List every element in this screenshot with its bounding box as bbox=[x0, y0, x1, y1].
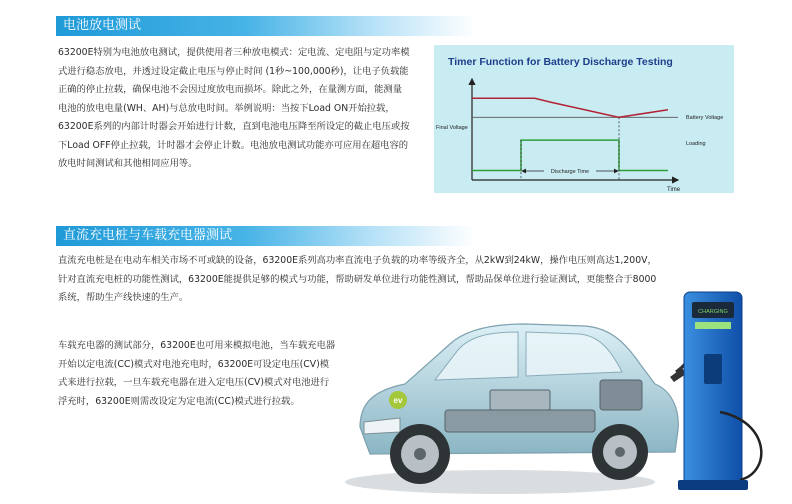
charging-station bbox=[678, 292, 761, 490]
battery-voltage-line bbox=[472, 98, 668, 117]
section-title: 电池放电测试 bbox=[63, 18, 142, 33]
x-axis-label: Time bbox=[667, 187, 681, 193]
section-header-battery-discharge bbox=[56, 16, 476, 36]
ev-car-image bbox=[340, 272, 792, 500]
final-voltage-label: Final Voltage bbox=[436, 125, 468, 131]
loading-line bbox=[472, 140, 668, 170]
onboard-charger-paragraph: 车载充电器的测试部分，63200E也可用来模拟电池，当车载充电器开始以定电流(CC)模式对电池充电时，63200E可设定电压(CV)模式来进行拉载，一旦车载充电器在进入定电压(CV)模式对电池进行浮充时，63200E则需改设定为定电流(CC)模式进行拉载。 bbox=[58, 340, 336, 407]
dc-charger-paragraph: 直流充电桩是在电动车相关市场不可或缺的设备，63200E系列高功率直流电子负载的功率等级齐全，从2kW到24kW，操作电压则高达1,200V，针对直流充电桩的功能性测试，63200E能提供足够的模式与功能，帮助研发单位进行功能性测试，帮助品保单位进行验证测试，更能整合于8000系统，帮助生产线快速的生产。 bbox=[58, 255, 657, 303]
section-title: 直流充电桩与车载充电器测试 bbox=[63, 228, 233, 243]
svg-text:ev: ev bbox=[393, 396, 403, 405]
section-header-dc-charger bbox=[56, 226, 476, 246]
loading-label: Loading bbox=[686, 141, 706, 147]
discharge-time-label: Discharge Time bbox=[550, 169, 590, 175]
chart-title: Timer Function for Battery Discharge Testing bbox=[448, 56, 673, 68]
ev-charging-illustration bbox=[340, 272, 792, 500]
charger-screen-text: CHARGING bbox=[698, 309, 728, 315]
battery-voltage-label: Battery Voltage bbox=[686, 115, 724, 121]
chart-svg bbox=[434, 45, 734, 193]
timer-function-chart bbox=[434, 45, 734, 193]
battery-discharge-paragraph: 63200E特别为电池放电测试，提供使用者三种放电模式：定电流、定电阻与定功率模式进行稳态放电，并透过设定截止电压与停止时间 (1秒~100,000秒)，让电子负载能正确的停止拉载，确保电池不会因过度放电而损坏。除此之外，在量测方面，能测量电池的放电电量(WH、AH)与总放电时间。举例说明：当按下Load ON开始拉载，63200E系列的内部计时器会开始进行计数，直到电池电压降至所设定的截止电压或按下Load OFF停止拉载，计时器才会停止计数。电池放电测试功能亦可应用在超电容的放电时间测试和其他相同应用等。 bbox=[58, 47, 410, 169]
